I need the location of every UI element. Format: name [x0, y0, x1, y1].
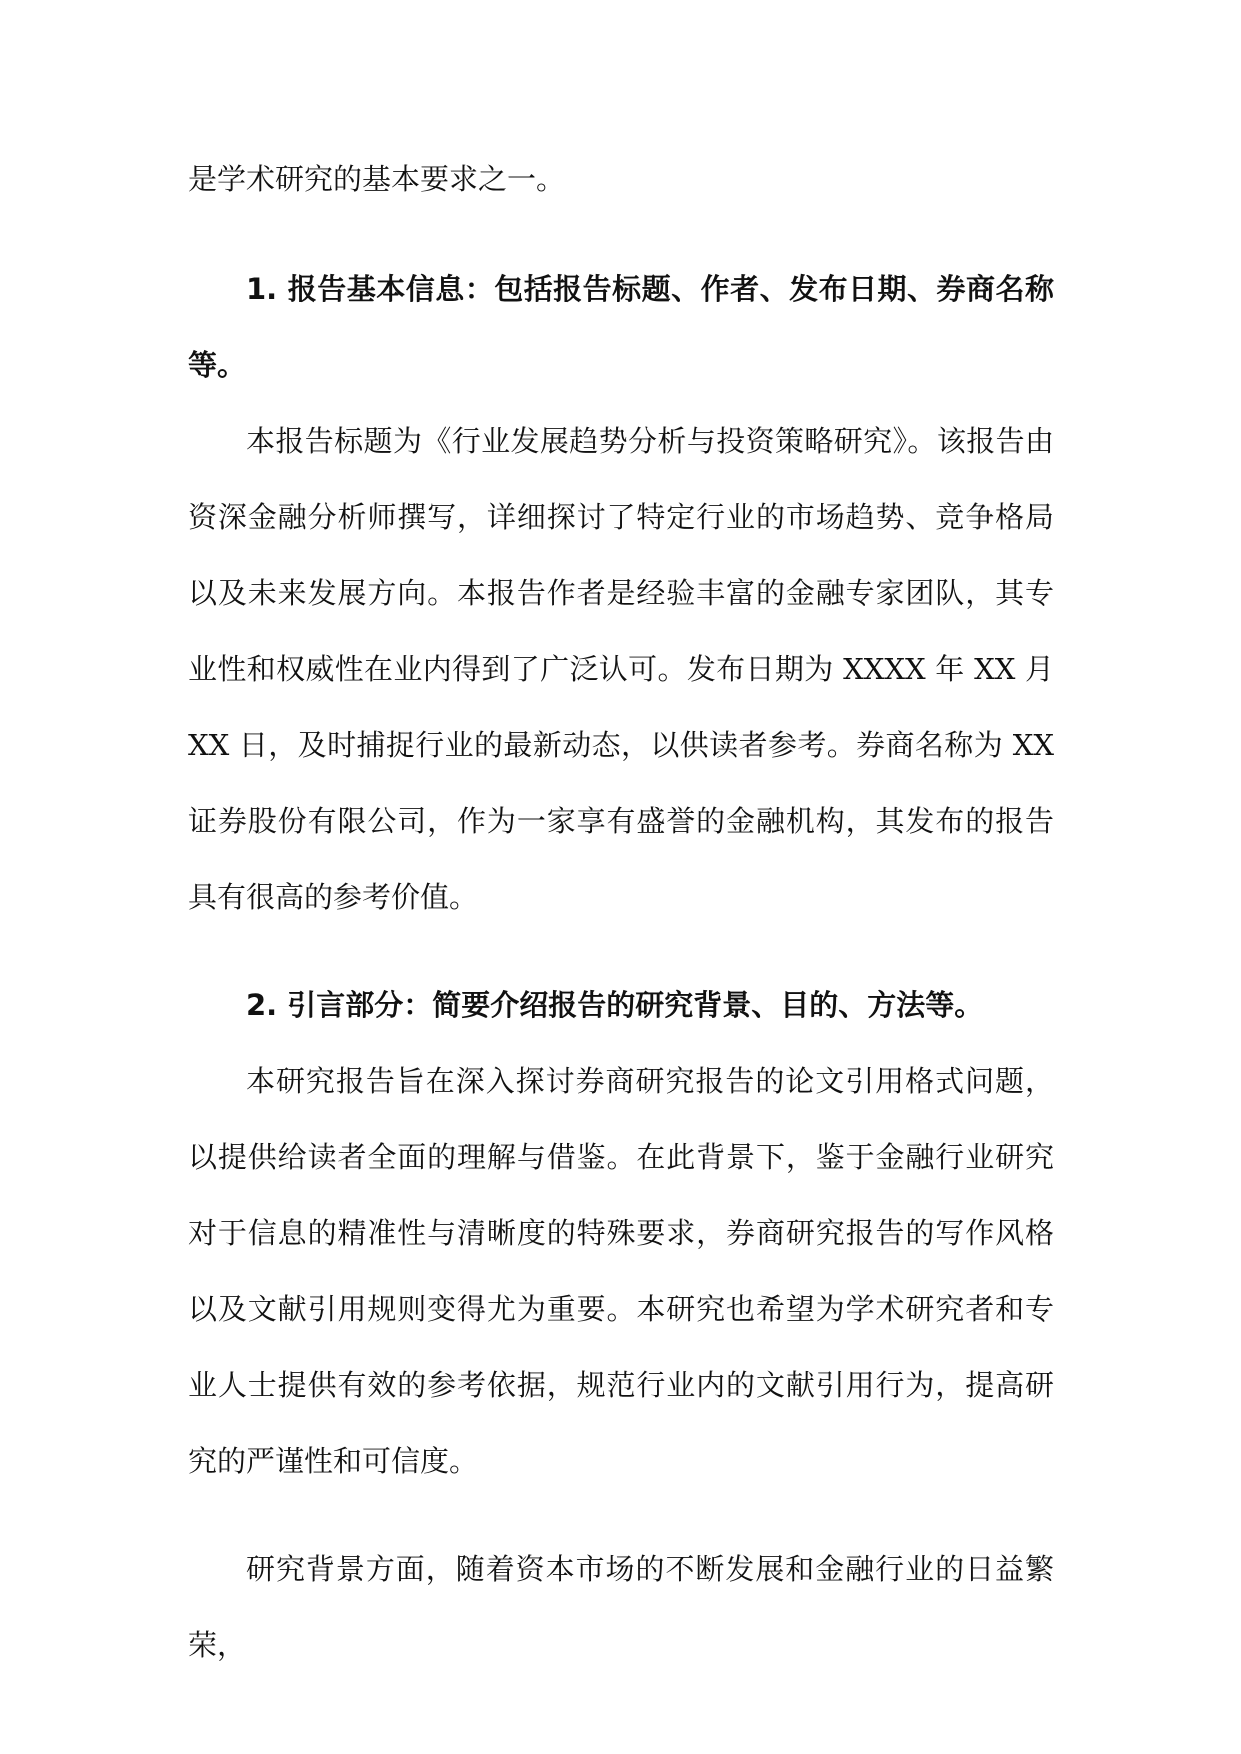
section-2-heading: 2. 引言部分：简要介绍报告的研究背景、目的、方法等。 — [246, 988, 984, 1022]
section-2-body-continued: 研究背景方面，随着资本市场的不断发展和金融行业的日益繁荣， — [188, 1552, 1054, 1662]
section-2-body: 本研究报告旨在深入探讨券商研究报告的论文引用格式问题，以提供给读者全面的理解与借鉴。在此背景下，鉴于金融行业研究对于信息的精准性与清晰度的特殊要求，券商研究报告的写作风格以及文献引用规则变得尤为重要。本研究也希望为学术研究者和专业人士提供有效的参考依据，规范行业内的文献引用行为，提高研究的严谨性和可信度。 — [188, 1064, 1054, 1478]
section-1-body: 本报告标题为《行业发展趋势分析与投资策略研究》。该报告由资深金融分析师撰写，详细探讨了特定行业的市场趋势、竞争格局以及未来发展方向。本报告作者是经验丰富的金融专家团队，其专业性和权威性在业内得到了广泛认可。发布日期为 XXXX 年 XX 月 XX 日，及时捕捉行业的最新动态，以供读者参考。券商名称为 XX 证券股份有限公司，作为一家享有盛誉的金融机构，其发布的报告具有很高的参考价值。 — [188, 424, 1054, 914]
section-1-heading: 1. 报告基本信息：包括报告标题、作者、发布日期、券商名称等。 — [188, 272, 1054, 382]
document-body — [188, 141, 1054, 1683]
intro-tail-paragraph: 是学术研究的基本要求之一。 — [188, 162, 566, 196]
